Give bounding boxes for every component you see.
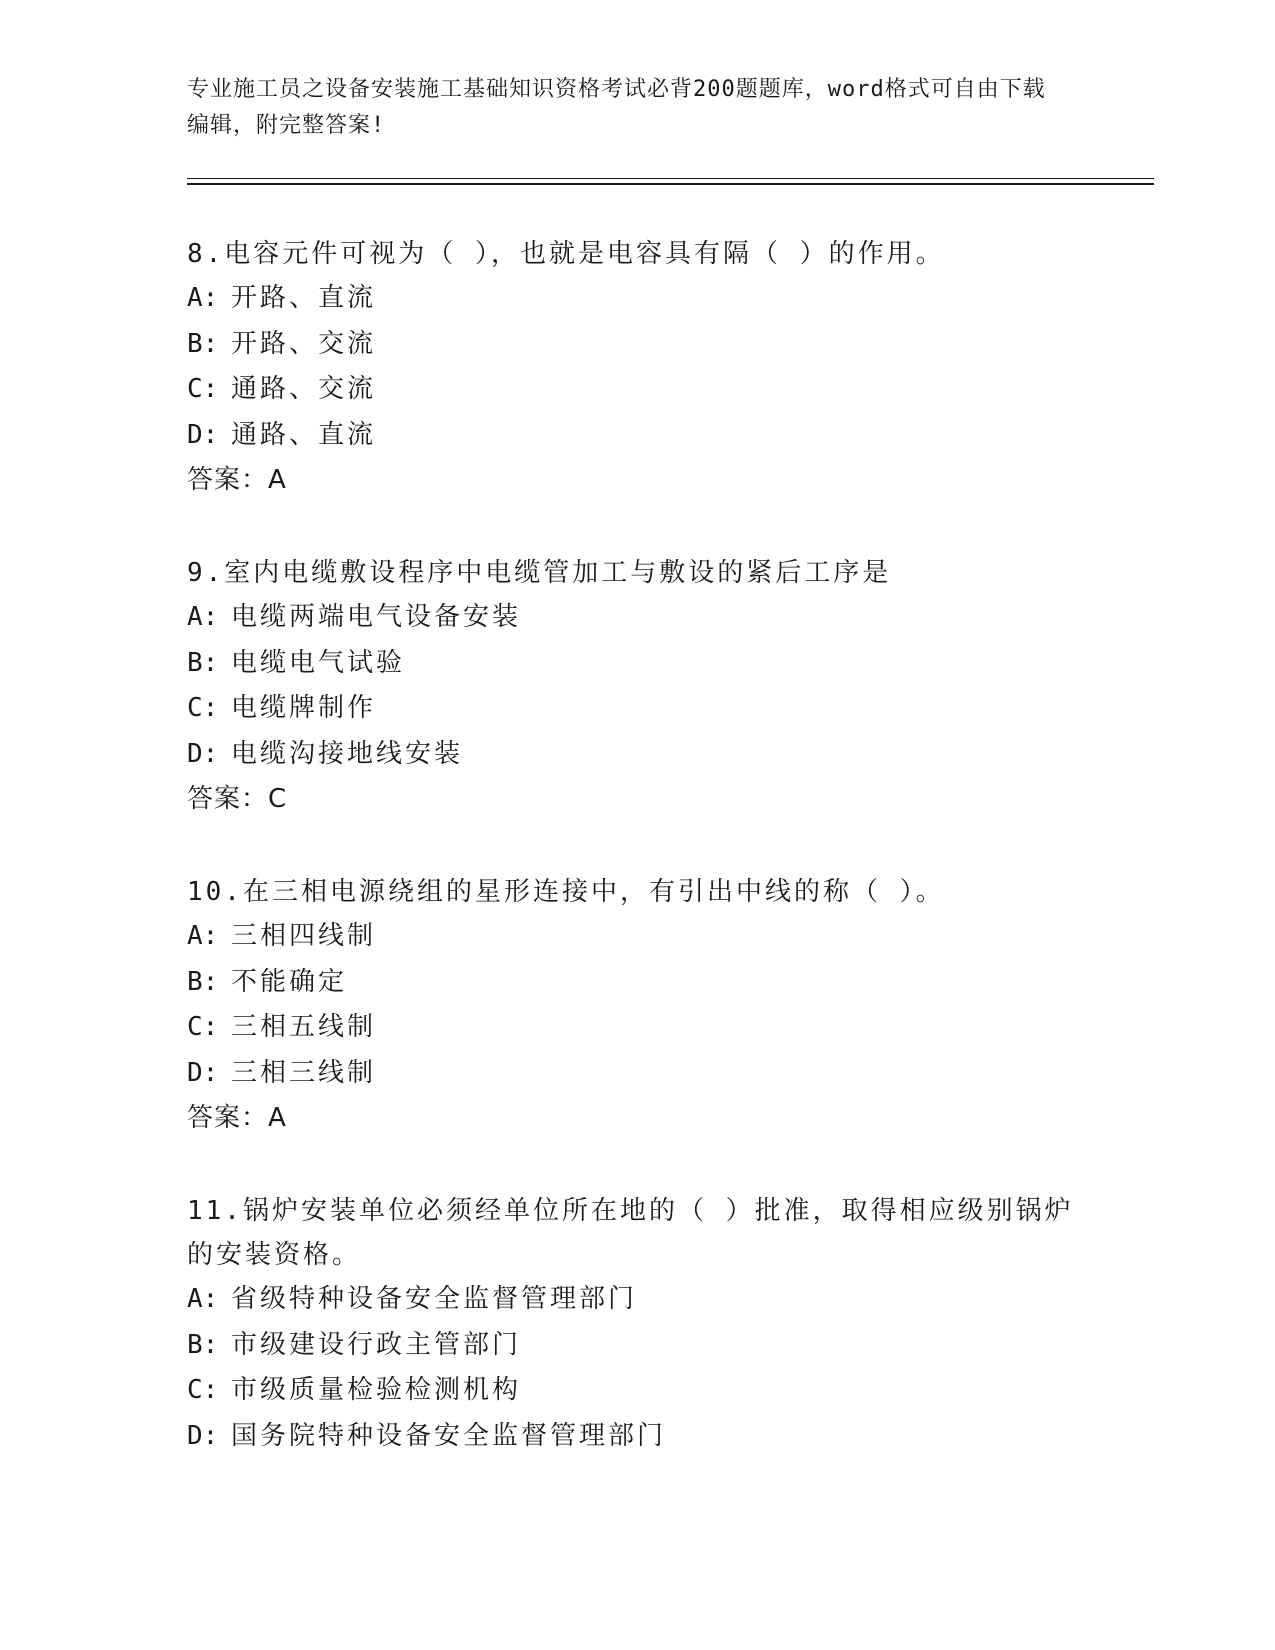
question-9 <box>187 551 1087 822</box>
option-letter: B: <box>187 647 219 678</box>
option-text: 省级特种设备安全监督管理部门 <box>231 1284 638 1314</box>
option-letter: C: <box>187 1012 219 1042</box>
option-text: 通路、交流 <box>231 374 377 404</box>
option-letter: D: <box>187 419 219 450</box>
option-text: 市级质量检验检测机构 <box>231 1375 522 1405</box>
question-8 <box>187 232 1087 503</box>
option-letter: B: <box>187 1329 219 1360</box>
question-11 <box>187 1189 1087 1459</box>
option-letter: A: <box>187 921 219 951</box>
answer-line: 答案：C <box>187 784 288 814</box>
option-b <box>187 322 1087 368</box>
option-a <box>187 276 1087 322</box>
question-stem: 9.室内电缆敷设程序中电缆管加工与敷设的紧后工序是 <box>187 558 892 588</box>
option-letter: A: <box>187 1284 219 1314</box>
header-divider-thick <box>187 183 1154 185</box>
option-d <box>187 413 1087 459</box>
option-c <box>187 367 1087 413</box>
header-divider-thin <box>187 178 1154 179</box>
option-a <box>187 595 1087 641</box>
option-c <box>187 1005 1087 1051</box>
option-letter: D: <box>187 1057 219 1088</box>
option-text: 电缆牌制作 <box>231 693 377 723</box>
option-text: 不能确定 <box>231 966 348 997</box>
option-a <box>187 914 1087 960</box>
option-c <box>187 686 1087 732</box>
option-text: 开路、交流 <box>231 328 377 359</box>
question-stem: 10.在三相电源绕组的星形连接中，有引出中线的称（ ）。 <box>187 877 945 907</box>
answer-line: 答案：A <box>187 1103 287 1133</box>
option-text: 三相五线制 <box>231 1012 377 1042</box>
option-letter: A: <box>187 283 219 313</box>
option-text: 通路、直流 <box>231 419 377 450</box>
option-text: 三相四线制 <box>231 921 377 951</box>
option-c <box>187 1368 1087 1414</box>
option-text: 电缆沟接地线安装 <box>231 738 464 769</box>
option-letter: A: <box>187 602 219 632</box>
document-header: 专业施工员之设备安装施工基础知识资格考试必背200题题库，word格式可自由下载编辑，附完整答案! <box>187 77 1046 138</box>
option-a <box>187 1277 1087 1323</box>
option-letter: C: <box>187 1375 219 1405</box>
option-b <box>187 960 1087 1006</box>
answer-line: 答案：A <box>187 465 287 495</box>
question-10 <box>187 870 1087 1141</box>
option-letter: D: <box>187 1420 219 1451</box>
option-d <box>187 1051 1087 1097</box>
option-b <box>187 641 1087 687</box>
option-letter: D: <box>187 738 219 769</box>
option-d <box>187 732 1087 778</box>
option-letter: B: <box>187 328 219 359</box>
option-text: 电缆两端电气设备安装 <box>231 602 522 632</box>
option-text: 三相三线制 <box>231 1057 377 1088</box>
question-stem: 11.锅炉安装单位必须经单位所在地的（ ）批准，取得相应级别锅炉的安装资格。 <box>187 1196 1074 1270</box>
option-letter: B: <box>187 966 219 997</box>
option-text: 国务院特种设备安全监督管理部门 <box>231 1420 667 1451</box>
option-b <box>187 1323 1087 1369</box>
option-letter: C: <box>187 374 219 404</box>
option-text: 市级建设行政主管部门 <box>231 1329 522 1360</box>
question-stem: 8.电容元件可视为（ ），也就是电容具有隔（ ）的作用。 <box>187 239 945 269</box>
option-d <box>187 1414 1087 1460</box>
option-text: 电缆电气试验 <box>231 647 406 678</box>
option-letter: C: <box>187 693 219 723</box>
option-text: 开路、直流 <box>231 283 377 313</box>
